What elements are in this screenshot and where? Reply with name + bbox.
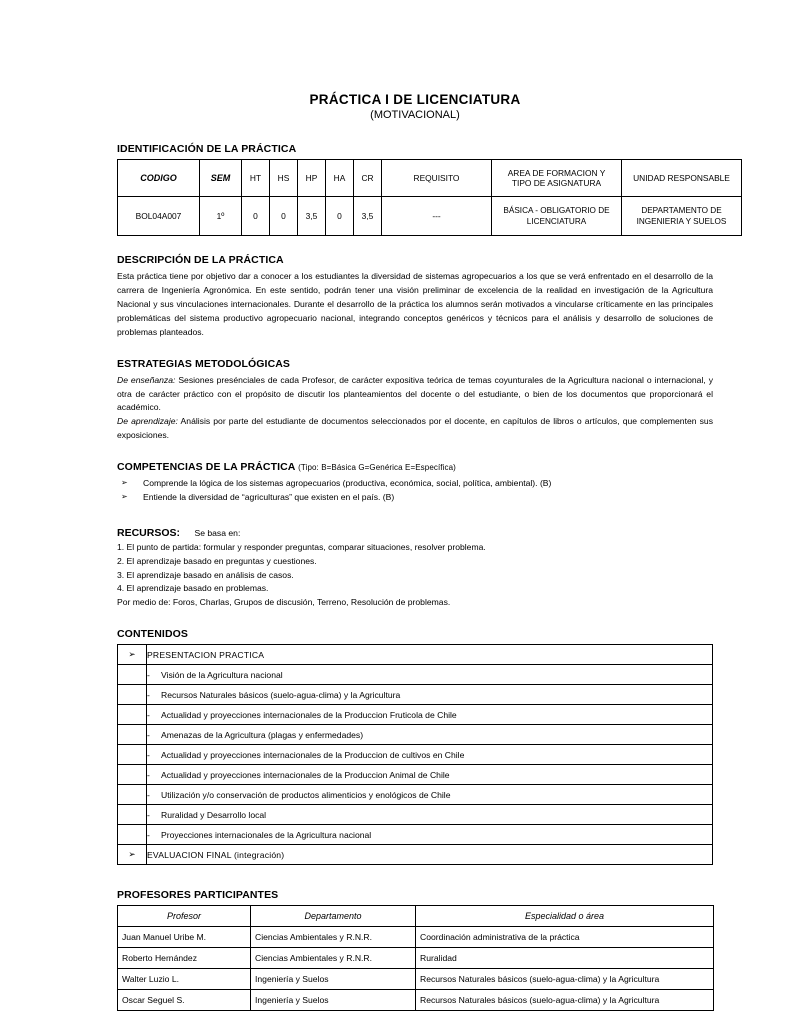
dash-icon: - (147, 669, 150, 680)
contenidos-section (117, 628, 713, 865)
dash-icon: - (147, 729, 150, 740)
column-header-area (492, 160, 622, 197)
dash-icon: - (147, 769, 150, 780)
cell-especialidad: Recursos Naturales básicos (suelo-agua-clima) y la Agricultura (416, 990, 714, 1011)
contenido-label: Actualidad y proyecciones internacionales de la Produccion Animal de Chile (161, 769, 450, 780)
table-row (118, 645, 713, 665)
recursos-subheading: Se basa en: (194, 527, 241, 538)
competencias-note: (Tipo: B=Básica G=Genérica E=Específica) (298, 463, 456, 473)
cell-ha: 0 (326, 197, 354, 236)
table-row (118, 745, 713, 765)
contenido-label: Proyecciones internacionales de la Agricultura nacional (161, 829, 372, 840)
contenido-text (147, 765, 713, 785)
descripcion-heading: DESCRIPCIÓN DE LA PRÁCTICA (117, 254, 284, 266)
contenido-text (147, 785, 713, 805)
cell-profesor: Oscar Seguel S. (118, 990, 251, 1011)
arrow-bullet-icon: ➢ (121, 491, 128, 501)
list-item (121, 491, 713, 505)
dash-icon: - (147, 789, 150, 800)
table-row (118, 825, 713, 845)
cell-unidad (622, 197, 742, 236)
cell-profesor: Roberto Hernández (118, 948, 251, 969)
cell-departamento: Ingeniería y Suelos (251, 990, 416, 1011)
table-row (118, 948, 714, 969)
descripcion-text: Esta práctica tiene por objetivo dar a conocer a los estudiantes la diversidad de sistemas agropecuarios a los que se verá enfrentado en el desarrollo de la carrera de Ingeniería Agronómica. En este sentido, podrán tener una visión preliminar de excelencia de la realidad en investigación de la Agricultura Nacional y sus vinculaciones internacionales. Durante el desarrollo de la práctica los alumnos serán motivados a vincularse críticamente en las principales problemáticas del sistema productivo agropecuario nacional, integrando conceptos genéricos y técnicos para el análisis y desarrollo de soluciones de problemas planteados. (117, 271, 713, 337)
column-header-area-line2: TIPO DE ASIGNATURA (511, 178, 602, 188)
recursos-line: Por medio de: Foros, Charlas, Grupos de discusión, Terreno, Resolución de problemas. (117, 597, 451, 608)
empty-cell (118, 805, 147, 825)
table-row (118, 990, 714, 1011)
estrategias-aprendizaje-label: De aprendizaje: (117, 416, 178, 427)
contenidos-table (117, 644, 713, 865)
column-header-ha: HA (326, 160, 354, 197)
empty-cell (118, 825, 147, 845)
dash-icon: - (147, 809, 150, 820)
column-header-ht: HT (242, 160, 270, 197)
table-row (118, 927, 714, 948)
dash-icon: - (147, 689, 150, 700)
estrategias-ensenanza (117, 374, 713, 416)
estrategias-ensenanza-label: De enseñanza: (117, 374, 176, 385)
competencias-heading-text: COMPETENCIAS DE LA PRÁCTICA (117, 461, 296, 474)
cell-especialidad: Coordinación administrativa de la práctica (416, 927, 714, 948)
cell-profesor: Walter Luzio L. (118, 969, 251, 990)
column-header-area-line1: AREA DE FORMACION Y (507, 168, 606, 178)
column-header-especialidad: Especialidad o área (416, 906, 714, 927)
table-row (118, 665, 713, 685)
estrategias-section (117, 358, 713, 444)
arrow-bullet-icon: ➢ (118, 845, 147, 865)
table-row (118, 685, 713, 705)
competencia-text: Entiende la diversidad de “agriculturas” que existen en el país. (B) (143, 491, 395, 502)
contenido-label: Visión de la Agricultura nacional (161, 669, 283, 680)
table-row (118, 705, 713, 725)
column-header-codigo: CODIGO (118, 160, 200, 197)
contenido-label: Actualidad y proyecciones internacionales de la Produccion Fruticola de Chile (161, 709, 457, 720)
contenido-label: Amenazas de la Agricultura (plagas y enfermedades) (161, 729, 364, 740)
document-content (117, 92, 730, 1029)
column-header-hp: HP (298, 160, 326, 197)
empty-cell (118, 785, 147, 805)
contenido-text (147, 805, 713, 825)
profesores-table (117, 905, 714, 1011)
contenido-label: Utilización y/o conservación de productos alimenticios y enológicos de Chile (161, 789, 451, 800)
cell-ht: 0 (242, 197, 270, 236)
cell-cr: 3,5 (354, 197, 382, 236)
contenido-text (147, 825, 713, 845)
table-header-row (118, 906, 714, 927)
contenido-label: Ruralidad y Desarrollo local (161, 809, 267, 820)
page-title: PRÁCTICA I DE LICENCIATURA (309, 92, 521, 107)
cell-especialidad: Recursos Naturales básicos (suelo-agua-clima) y la Agricultura (416, 969, 714, 990)
recursos-line: 4. El aprendizaje basado en problemas. (117, 583, 269, 594)
empty-cell (118, 665, 147, 685)
column-header-cr: CR (354, 160, 382, 197)
recursos-heading: RECURSOS: (117, 526, 181, 539)
competencias-section (117, 461, 713, 505)
table-row (118, 197, 742, 236)
table-row (118, 969, 714, 990)
descripcion-section (117, 254, 713, 340)
identification-heading: IDENTIFICACIÓN DE LA PRÁCTICA (117, 143, 297, 155)
profesores-heading: PROFESORES PARTICIPANTES (117, 889, 279, 902)
cell-hp: 3,5 (298, 197, 326, 236)
cell-unidad-line2: INGENIERIA Y SUELOS (636, 217, 727, 226)
estrategias-aprendizaje-text: Análisis por parte del estudiante de documentos seleccionados por el docente, en capítulos de libros o artículos, que complementen sus exposiciones. (117, 416, 713, 441)
competencias-heading (117, 461, 713, 473)
table-row (118, 805, 713, 825)
contenido-text (147, 745, 713, 765)
list-item (121, 477, 713, 491)
empty-cell (118, 705, 147, 725)
page-subtitle: (MOTIVACIONAL) (370, 109, 460, 121)
contenido-text: EVALUACION FINAL (integración) (147, 845, 713, 865)
table-header-row (118, 160, 742, 197)
cell-profesor: Juan Manuel Uribe M. (118, 927, 251, 948)
recursos-line: 1. El punto de partida: formular y responder preguntas, comparar situaciones, resolver problema. (117, 541, 486, 552)
cell-codigo: BOL04A007 (118, 197, 200, 236)
column-header-requisito: REQUISITO (382, 160, 492, 197)
cell-especialidad: Ruralidad (416, 948, 714, 969)
recursos-heading-row (117, 523, 713, 541)
column-header-hs: HS (270, 160, 298, 197)
recursos-line: 2. El aprendizaje basado en preguntas y cuestiones. (117, 555, 317, 566)
table-row (118, 765, 713, 785)
empty-cell (118, 725, 147, 745)
dash-icon: - (147, 749, 150, 760)
profesores-section (117, 889, 713, 1011)
empty-cell (118, 745, 147, 765)
dash-icon: - (147, 709, 150, 720)
contenido-text (147, 725, 713, 745)
identification-table (117, 159, 742, 236)
column-header-profesor: Profesor (118, 906, 251, 927)
identification-section (117, 143, 730, 236)
contenido-text: PRESENTACION PRACTICA (147, 645, 713, 665)
cell-sem: 1º (200, 197, 242, 236)
contenido-text (147, 685, 713, 705)
recursos-line: 3. El aprendizaje basado en análisis de casos. (117, 569, 294, 580)
arrow-bullet-icon: ➢ (118, 645, 147, 665)
cell-area-line1: BÁSICA - OBLIGATORIO DE (503, 205, 610, 215)
table-row (118, 725, 713, 745)
cell-requisito: --- (382, 197, 492, 236)
cell-departamento: Ciencias Ambientales y R.N.R. (251, 927, 416, 948)
empty-cell (118, 685, 147, 705)
contenido-label: Recursos Naturales básicos (suelo-agua-clima) y la Agricultura (161, 689, 401, 700)
estrategias-heading: ESTRATEGIAS METODOLÓGICAS (117, 357, 291, 370)
cell-hs: 0 (270, 197, 298, 236)
empty-cell (118, 765, 147, 785)
column-header-sem: SEM (200, 160, 242, 197)
arrow-bullet-icon: ➢ (121, 478, 128, 488)
cell-area-line2: LICENCIATURA (526, 217, 587, 226)
contenido-label: Actualidad y proyecciones internacionales de la Produccion de cultivos en Chile (161, 749, 465, 760)
contenido-text (147, 705, 713, 725)
competencia-text: Comprende la lógica de los sistemas agropecuarios (productiva, económica, social, política, ambiental). (B) (143, 478, 552, 489)
estrategias-ensenanza-text: Sesiones presénciales de cada Profesor, de carácter expositiva teórica de temas coyunturales de la Agricultura nacional o internacional, y otra de carácter práctico con el propósito de discutir los planteamientos del docente o del estudiante, o bien de los documentos que proporcionará el académico. (117, 374, 713, 413)
cell-area (492, 197, 622, 236)
table-row (118, 845, 713, 865)
estrategias-aprendizaje (117, 415, 713, 443)
cell-departamento: Ciencias Ambientales y R.N.R. (251, 948, 416, 969)
contenido-text (147, 665, 713, 685)
table-row (118, 785, 713, 805)
column-header-departamento: Departamento (251, 906, 416, 927)
recursos-section (117, 523, 713, 611)
dash-icon: - (147, 829, 150, 840)
contenidos-heading: CONTENIDOS (117, 628, 189, 641)
cell-unidad-line1: DEPARTAMENTO DE (641, 205, 722, 215)
column-header-unidad: UNIDAD RESPONSABLE (622, 160, 742, 197)
cell-departamento: Ingeniería y Suelos (251, 969, 416, 990)
